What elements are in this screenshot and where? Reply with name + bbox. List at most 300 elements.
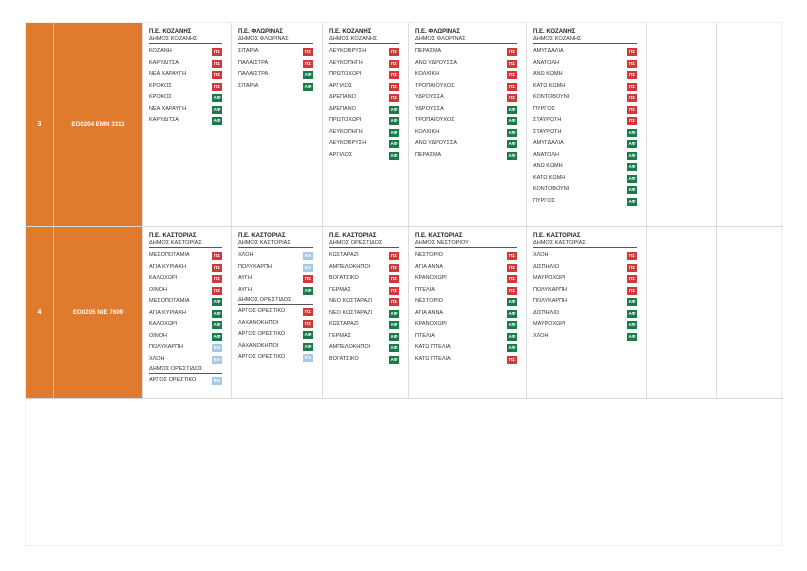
service-code-badge: ΑΦ [628,322,636,327]
list-item [415,262,526,274]
region-heading: Π.Ε. ΦΛΩΡΙΝΑΣ [238,29,284,35]
service-code-badge: ΑΦ [628,299,636,304]
region-column [231,227,322,398]
village-name: ΚΟΛΧΙΚΗ [415,71,440,77]
list-item [533,196,646,208]
service-code-badge: ΑΦ [213,95,221,100]
list-item [238,329,322,341]
list-item [533,92,646,104]
list-item [329,262,408,274]
service-code-badge: ΠΣ [628,49,636,54]
list-item [149,262,231,274]
village-name: ΚΡΟΚΟΣ [149,82,172,89]
service-code-badge: ΑΦ [390,333,398,339]
service-code-badge: ΑΦ [390,141,398,146]
list-item [149,285,231,297]
village-name: ΚΩΣΤΑΡΑΖΙ [329,321,359,327]
list-item [329,150,408,162]
list-item [415,308,526,320]
region-column [322,227,408,398]
region-heading: Π.Ε. ΚΑΣΤΟΡΙΑΣ [415,233,463,239]
village-name: ΝΕΟ ΚΩΣΤΑΡΑΖΙ [329,309,373,316]
table-row [26,23,783,227]
service-code-badge: ΑΦ [508,129,516,135]
service-code-badge: ΑΦ [390,356,398,362]
village-name: ΑΡΓΟΣ ΟΡΕΣΤΙΚΟ [149,377,197,383]
list-item [329,296,408,308]
service-code-badge: ΑΦ [508,310,516,316]
village-name: ΧΛΟΗ [149,355,165,362]
municipality-heading: ΔΗΜΟΣ ΝΕΣΤΟΡΙΟΥ [415,240,517,248]
service-code-badge: ΑΦ [508,333,516,339]
service-code-badge: ΠΣ [390,60,398,66]
region-column [142,227,231,398]
list-item [329,127,408,139]
village-name: ΛΕΥΚΟΠΗΓΗ [329,59,363,66]
list-item [238,318,322,330]
service-code-badge: ΠΣ [628,287,636,293]
village-name: ΣΤΑΥΡΩΤΗ [533,128,562,135]
list-item [533,115,646,127]
service-code-badge: ΠΣ [390,253,398,258]
list-item [329,250,408,262]
village-name: ΣΙΤΑΡΙΑ [238,82,259,89]
list-item [149,69,231,81]
village-name: ΠΡΩΤΟΧΩΡΙ [329,117,362,123]
list-item [533,46,646,58]
service-code-badge: ΑΦ [390,152,398,158]
village-name: ΒΟΓΑΤΣΙΚΟ [329,275,359,281]
list-item [329,92,408,104]
list-item [149,92,231,104]
list-item [149,81,231,93]
village-name: ΧΛΟΗ [238,252,254,258]
region-column [646,227,716,398]
village-name: ΣΤΑΥΡΩΤΗ [533,117,562,123]
service-code-badge: ΠΣ [508,49,516,54]
list-item [415,58,526,70]
list-item [149,342,231,354]
list-item [329,342,408,354]
list-item [149,250,231,262]
village-name: ΝΕΣΤΟΡΙΟ [415,298,444,304]
service-code-badge: ΠΣ [390,287,398,293]
village-name: ΓΕΡΜΑΣ [329,286,352,293]
service-code-badge: ΠΣ [213,253,221,258]
service-code-badge: ΕΑ [213,356,221,362]
service-code-badge: ΕΑ [213,378,221,383]
list-item [149,375,231,387]
list-item [533,331,646,343]
list-item [238,250,322,262]
municipality-heading: ΔΗΜΟΣ ΦΛΩΡΙΝΑΣ [415,36,517,44]
village-name: ΑΓΙΑ ΚΥΡΙΑΚΗ [149,309,186,316]
list-item [533,262,646,274]
service-code-badge: ΕΑ [213,345,221,350]
service-code-badge: ΑΦ [628,198,636,204]
service-code-badge: ΑΦ [628,152,636,158]
list-item [415,138,526,150]
service-code-badge: ΑΦ [390,310,398,316]
village-name: ΠΟΛΥΚΑΡΠΗ [149,344,184,350]
region-heading: Π.Ε. ΚΟΖΑΝΗΣ [149,29,192,35]
village-name: ΔΡΕΠΑΝΟ [329,105,356,112]
municipality-heading: ΔΗΜΟΣ ΚΟΖΑΝΗΣ [533,36,637,44]
list-item [329,104,408,116]
list-item [329,331,408,343]
village-name: ΠΤΕΛΙΑ [415,332,435,339]
service-code-badge: ΑΦ [213,299,221,304]
village-name: ΑΡΓΙΛΟΣ [329,82,353,89]
list-item [238,58,322,70]
service-code-badge: ΑΦ [213,333,221,339]
service-code-badge: ΑΦ [213,106,221,112]
service-code-badge: ΠΣ [628,83,636,89]
village-name: ΔΙΣΠΗΛΙΟ [533,309,560,316]
list-item [533,250,646,262]
village-name: ΚΑΤΩ ΠΤΕΛΙΑ [415,355,451,362]
service-code-badge: ΑΦ [508,322,516,327]
service-code-badge: ΑΦ [390,129,398,135]
region-column [526,227,646,398]
service-code-badge: ΑΦ [390,322,398,327]
village-name: ΑΜΥΓΔΑΛΙΑ [533,48,564,54]
service-code-badge: ΑΦ [508,118,516,123]
list-item [415,104,526,116]
village-name: ΚΩΣΤΑΡΑΖΙ [329,252,359,258]
village-name: ΠΟΛΥΚΑΡΠΗ [533,298,568,304]
village-name: ΚΑΡΥΔΙΤΣΑ [149,59,179,66]
municipality-heading: ΔΗΜΟΣ ΦΛΩΡΙΝΑΣ [238,36,313,44]
list-item [238,273,322,285]
list-item [533,150,646,162]
list-item [238,262,322,274]
village-name: ΑΜΥΓΔΑΛΙΑ [533,140,564,146]
village-name: ΜΕΣΟΠΟΤΑΜΙΑ [149,298,190,304]
list-item [329,273,408,285]
service-code-badge: ΑΦ [390,118,398,123]
village-name: ΑΝΩ ΚΩΜΗ [533,71,563,77]
service-code-badge: ΠΣ [213,264,221,270]
village-name: ΝΕΟ ΚΩΣΤΑΡΑΖΙ [329,298,373,304]
service-code-badge: ΑΦ [304,343,312,349]
municipality-heading: ΔΗΜΟΣ ΚΟΖΑΝΗΣ [329,36,399,44]
village-name: ΑΝΩ ΚΩΜΗ [533,163,563,169]
municipality-heading: ΔΗΜΟΣ ΚΑΣΤΟΡΙΑΣ [149,240,222,248]
service-code-badge: ΠΣ [390,264,398,270]
list-item [533,319,646,331]
service-code-badge: ΠΣ [304,60,312,66]
village-name: ΒΟΓΑΤΣΙΚΟ [329,355,359,362]
municipality-heading: ΔΗΜΟΣ ΚΟΖΑΝΗΣ [149,36,222,44]
municipality-heading: ΔΗΜΟΣ ΟΡΕΣΤΙΔΟΣ [329,240,399,248]
list-item [415,69,526,81]
list-item [533,296,646,308]
service-code-badge: ΑΦ [304,83,312,89]
list-item [533,285,646,297]
list-item [415,354,526,366]
service-code-badge: ΑΦ [628,129,636,135]
service-code-badge: ΠΣ [628,264,636,270]
service-code-badge: ΠΣ [213,72,221,77]
row-identifier: ΕΟ0205 ΝΙΕ 7609 [54,227,142,398]
list-item [329,354,408,366]
service-code-badge: ΠΣ [508,72,516,77]
service-code-badge: ΠΣ [628,253,636,258]
service-code-badge: ΠΣ [508,83,516,89]
village-name: ΥΔΡΟΥΣΣΑ [415,94,444,100]
service-code-badge: ΑΦ [628,310,636,316]
village-name: ΚΑΛΟΧΩΡΙ [149,275,178,281]
service-code-badge: ΠΣ [390,95,398,100]
list-item [329,58,408,70]
list-item [533,69,646,81]
region-column [322,23,408,226]
village-name: ΑΓΙΑ ΚΥΡΙΑΚΗ [149,263,186,270]
village-name: ΓΕΡΜΑΣ [329,332,352,339]
village-name: ΜΑΥΡΟΧΩΡΙ [533,321,566,327]
village-name: ΤΡΟΠΑΙΟΥΧΟΣ [415,82,455,89]
service-code-badge: ΠΣ [508,95,516,100]
service-code-badge: ΑΦ [508,141,516,146]
village-name: ΠΥΡΓΟΣ [533,105,556,112]
village-name: ΠΑΛΑΙΣΤΡΑ [238,59,269,66]
village-name: ΑΥΓΗ [238,286,252,293]
service-code-badge: ΠΣ [390,83,398,89]
list-item [149,46,231,58]
village-name: ΚΡΑΝΟΧΩΡΙ [415,275,447,281]
service-code-badge: ΠΣ [390,49,398,54]
service-code-badge: ΠΣ [213,276,221,281]
region-heading: Π.Ε. ΦΛΩΡΙΝΑΣ [415,29,461,35]
table-row [26,227,783,399]
service-code-badge: ΑΦ [304,332,312,337]
list-item [329,285,408,297]
service-code-badge: ΕΑ [304,355,312,360]
list-item [238,306,322,318]
village-name: ΜΕΣΟΠΟΤΑΜΙΑ [149,252,190,258]
village-name: ΑΡΓΟΣ ΟΡΕΣΤΙΚΟ [238,331,286,337]
region-column [646,23,716,226]
village-name: ΑΓΙΑ ΑΝΝΑ [415,309,444,316]
village-name: ΚΡΑΝΟΧΩΡΙ [415,321,447,327]
region-column [716,23,783,226]
list-item [415,285,526,297]
list-item [329,69,408,81]
list-item [149,115,231,127]
service-code-badge: ΑΦ [304,287,312,293]
service-code-badge: ΠΣ [213,83,221,89]
row-identifier: ΕΟ0204 ΕΜΝ 3311 [54,23,142,226]
list-item [415,150,526,162]
service-code-badge: ΠΣ [508,356,516,362]
region-column [526,23,646,226]
village-name: ΟΙΝΟΗ [149,286,168,293]
list-item [533,184,646,196]
service-code-badge: ΑΦ [628,141,636,146]
village-name: ΔΡΕΠΑΝΟ [329,94,356,100]
service-code-badge: ΑΦ [213,310,221,316]
region-column [231,23,322,226]
service-code-badge: ΠΣ [508,287,516,293]
village-name: ΑΜΠΕΛΟΚΗΠΟΙ [329,344,371,350]
list-item [415,331,526,343]
service-code-badge: ΠΣ [628,60,636,66]
list-item [415,250,526,262]
village-name: ΚΑΛΟΧΩΡΙ [149,321,178,327]
village-name: ΚΑΤΩ ΚΩΜΗ [533,82,566,89]
village-name: ΜΑΥΡΟΧΩΡΙ [533,275,566,281]
region-heading: Π.Ε. ΚΑΣΤΟΡΙΑΣ [238,233,286,239]
service-code-badge: ΑΦ [390,345,398,350]
village-name: ΤΡΟΠΑΙΟΥΧΟΣ [415,117,455,123]
village-name: ΠΕΡΑΣΜΑ [415,151,442,158]
village-name: ΝΕΣΤΟΡΙΟ [415,252,444,258]
service-code-badge: ΑΦ [508,345,516,350]
village-name: ΑΡΓΙΛΟΣ [329,151,353,158]
village-name: ΑΥΓΗ [238,275,252,281]
service-code-badge: ΕΑ [304,264,312,270]
list-item [149,331,231,343]
village-name: ΥΔΡΟΥΣΣΑ [415,105,444,112]
list-item [415,115,526,127]
municipality-heading: ΔΗΜΟΣ ΚΑΣΤΟΡΙΑΣ [238,240,313,248]
service-code-badge: ΠΣ [508,60,516,66]
village-name: ΠΟΛΥΚΑΡΠΗ [238,263,273,270]
village-name: ΑΝΑΤΟΛΗ [533,59,559,66]
service-code-badge: ΠΣ [304,309,312,314]
region-column [142,23,231,226]
village-name: ΑΝΩ ΥΔΡΟΥΣΣΑ [415,140,458,146]
service-code-badge: ΠΣ [508,264,516,270]
list-item [149,296,231,308]
list-item [238,285,322,297]
list-item [415,319,526,331]
village-name: ΣΙΤΑΡΙΑ [238,48,259,54]
village-name: ΛΕΥΚΟΒΡΥΣΗ [329,140,367,146]
village-name: ΚΡΟΚΟΣ [149,94,172,100]
list-item [329,115,408,127]
village-name: ΔΙΣΠΗΛΙΟ [533,263,560,270]
village-name: ΚΑΤΩ ΚΩΜΗ [533,174,566,181]
municipality-subheading: ΔΗΜΟΣ ΟΡΕΣΤΙΔΟΣ [149,366,222,374]
list-item [238,341,322,353]
village-name: ΚΟΝΤΟΒΟΥΝΙ [533,94,570,100]
region-heading: Π.Ε. ΚΑΣΤΟΡΙΑΣ [149,233,197,239]
service-code-badge: ΠΣ [390,72,398,77]
service-code-badge: ΑΦ [213,322,221,327]
village-name: ΚΟΖΑΝΗ [149,48,172,54]
service-code-badge: ΠΣ [628,276,636,281]
list-item [329,138,408,150]
list-item [149,308,231,320]
list-item [149,354,231,366]
village-name: ΧΛΟΗ [533,252,549,258]
service-code-badge: ΠΣ [628,106,636,112]
row-number: 4 [26,227,54,398]
service-code-badge: ΠΣ [213,287,221,293]
list-item [149,104,231,116]
service-code-badge: ΑΦ [304,72,312,77]
service-code-badge: ΑΦ [628,187,636,192]
list-item [415,81,526,93]
municipality-subheading: ΔΗΜΟΣ ΟΡΕΣΤΙΔΟΣ [238,297,313,305]
village-name: ΚΑΤΩ ΠΤΕΛΙΑ [415,344,451,350]
list-item [533,127,646,139]
region-heading: Π.Ε. ΚΟΖΑΝΗΣ [329,29,372,35]
service-code-badge: ΑΦ [213,118,221,123]
region-column [716,227,783,398]
service-code-badge: ΠΣ [390,276,398,281]
village-name: ΛΑΧΑΝΟΚΗΠΟΙ [238,319,279,326]
service-code-badge: ΑΦ [390,106,398,112]
village-name: ΑΡΓΟΣ ΟΡΕΣΤΙΚΟ [238,308,286,314]
service-code-badge: ΠΣ [390,299,398,304]
service-code-badge: ΑΦ [628,164,636,169]
list-item [415,127,526,139]
village-name: ΛΕΥΚΟΒΡΥΣΗ [329,48,367,54]
service-code-badge: ΑΦ [508,152,516,158]
list-item [533,104,646,116]
list-item [415,273,526,285]
village-name: ΠΥΡΓΟΣ [533,197,556,204]
list-item [533,173,646,185]
village-name: ΛΕΥΚΟΠΗΓΗ [329,128,363,135]
list-item [149,58,231,70]
list-item [533,308,646,320]
village-name: ΑΜΠΕΛΟΚΗΠΟΙ [329,263,371,270]
municipality-heading: ΔΗΜΟΣ ΚΑΣΤΟΡΙΑΣ [533,240,637,248]
service-code-badge: ΠΣ [628,95,636,100]
list-item [415,296,526,308]
village-name: ΠΤΕΛΙΑ [415,286,435,293]
village-name: ΝΕΑ ΧΑΡΑΥΓΗ [149,71,187,77]
village-name: ΑΝΑΤΟΛΗ [533,151,559,158]
service-code-badge: ΠΣ [508,276,516,281]
list-item [329,308,408,320]
service-code-badge: ΑΦ [628,175,636,181]
village-name: ΠΡΩΤΟΧΩΡΙ [329,71,362,77]
list-item [329,319,408,331]
village-name: ΑΝΩ ΥΔΡΟΥΣΣΑ [415,59,458,66]
service-code-badge: ΠΣ [304,320,312,326]
village-name: ΠΕΡΑΣΜΑ [415,48,442,54]
list-item [238,46,322,58]
list-item [415,46,526,58]
service-code-badge: ΠΣ [304,276,312,281]
row-number: 3 [26,23,54,226]
service-code-badge: ΕΑ [304,253,312,258]
village-name: ΑΡΓΟΣ ΟΡΕΣΤΙΚΟ [238,354,286,360]
list-item [533,138,646,150]
schedule-table [25,22,782,546]
village-name: ΑΓΙΑ ΑΝΝΑ [415,263,444,270]
village-name: ΚΟΛΧΙΚΗ [415,128,440,135]
village-name: ΝΕΑ ΧΑΡΑΥΓΗ [149,105,187,112]
list-item [533,273,646,285]
list-item [238,81,322,93]
village-name: ΟΙΝΟΗ [149,332,168,339]
list-item [238,69,322,81]
list-item [533,161,646,173]
service-code-badge: ΠΣ [628,72,636,77]
village-name: ΠΑΛΑΙΣΤΡΑ [238,71,269,77]
service-code-badge: ΑΦ [508,106,516,112]
service-code-badge: ΠΣ [508,253,516,258]
service-code-badge: ΑΦ [508,299,516,304]
list-item [533,58,646,70]
list-item [149,319,231,331]
